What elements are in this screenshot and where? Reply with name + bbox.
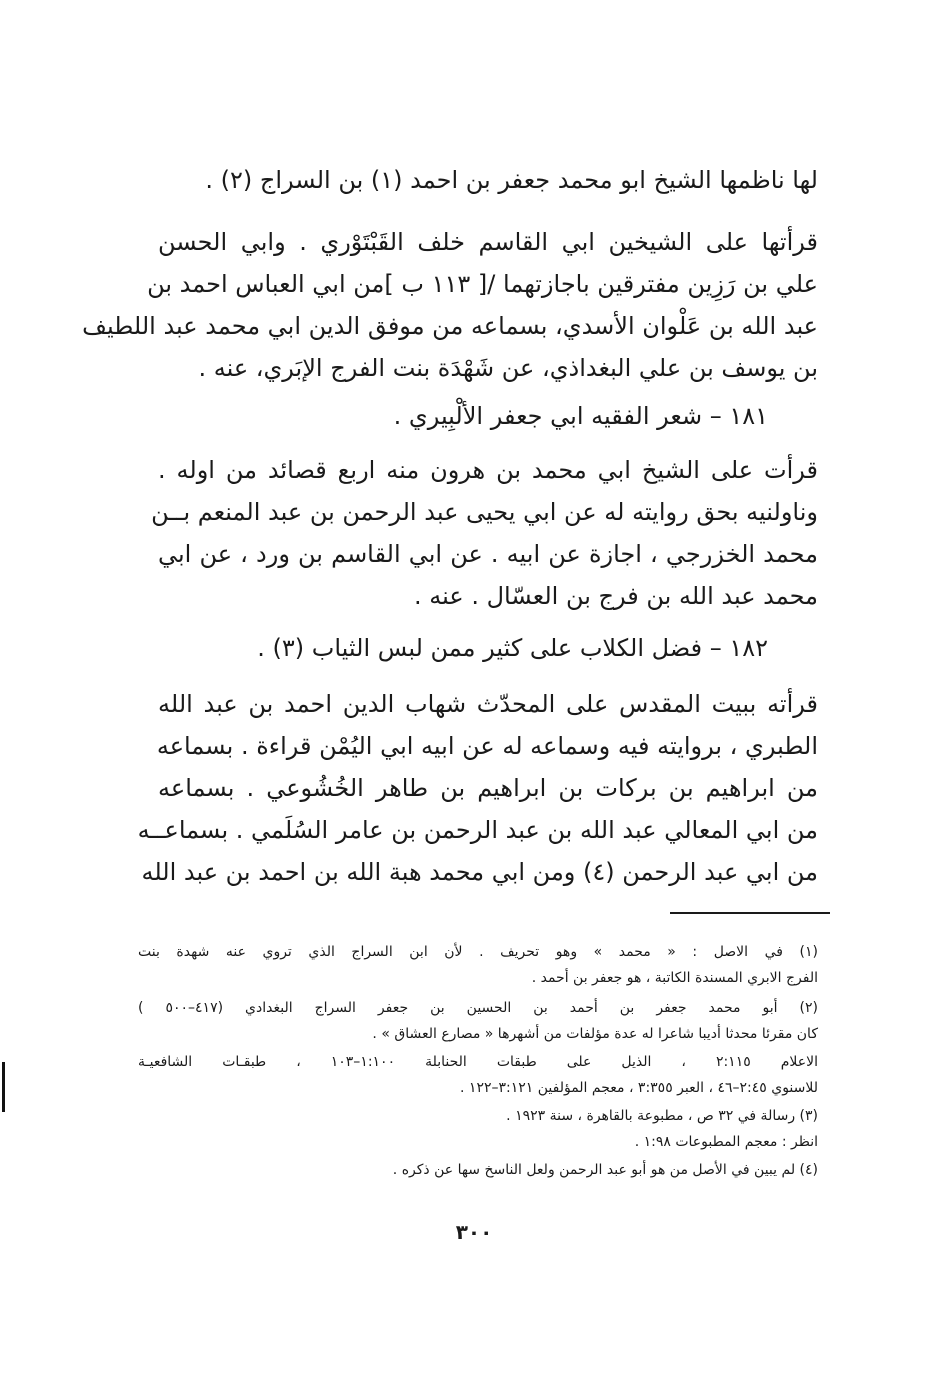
page-number: ٣٠٠ [455, 1220, 493, 1244]
text-line: علي بن رَزِين مفترقين باجازتهما /[ ١١٣ ب ]من ابي العباس احمد بن [147, 270, 818, 298]
text-line: من ابراهيم بن بركات بن ابراهيم بن طاهر الخُشُوعي . بسماعه [158, 774, 818, 802]
margin-scan-mark [2, 1062, 5, 1112]
text-line: محمد الخزرجي ، اجازة عن ابيه . عن ابي القاسم بن ورد ، عن ابي [158, 540, 818, 568]
text-line: من ابي عبد الرحمن (٤) ومن ابي محمد هبة الله بن احمد بن عبد الله [141, 858, 818, 886]
text-line: الطبري ، بروايته فيه وسماعه له عن ابيه ابي اليُمْن قراءة . بسماعه [156, 732, 818, 760]
text-line: قرأتها على الشيخين ابي القاسم خلف القَبْتَوْري . وابي الحسن [158, 228, 818, 256]
text-line: بن يوسف بن علي البغداذي، عن شَهْدَة بنت الفرج الإبَري، عنه . [198, 354, 818, 382]
footnote-line: (٢) أبو محمد جعفر بن أحمد بن الحسين بن جعفر السراج البغدادي (٤١٧–٥٠٠ ) [138, 1000, 818, 1016]
text-line: قرأت على الشيخ ابي محمد بن هرون منه اربع قصائد من اوله . [158, 456, 818, 484]
footnote-line: الفرج الابري المسندة الكاتبة ، هو جعفر بن أحمد . [531, 970, 818, 986]
footnote-line: انظر : معجم المطبوعات ١:٩٨ . [634, 1134, 818, 1150]
section-heading-181: ١٨١ – شعر الفقيه ابي جعفر الألْبِيري . [393, 402, 768, 430]
footnote-separator [670, 912, 830, 914]
section-heading-182: ١٨٢ – فضل الكلاب على كثير ممن لبس الثياب (٣) . [257, 634, 768, 662]
text-line: عبد الله بن عَلْوان الأسدي، بسماعه من موفق الدين ابي محمد عبد اللطيف [82, 312, 818, 340]
footnote-line: (٤) لم يبين في الأصل من هو أبو عبد الرحمن ولعل الناسخ سها عن ذكره . [392, 1162, 818, 1178]
footnote-line: كان مقرئا محدثا أديبا شاعرا له عدة مؤلفات من أشهرها « مصارع العشاق » . [372, 1026, 818, 1042]
text-line: قرأته ببيت المقدس على المحدّث شهاب الدين احمد بن عبد الله [158, 690, 818, 718]
text-line: محمد عبد الله بن فرج بن العسّال . عنه . [414, 582, 818, 610]
text-line: من ابي المعالي عبد الله بن عبد الرحمن بن عامر السُلَمي . بسماعــه [137, 816, 818, 844]
footnote-line: (١) في الاصل : « محمد » وهو تحريف . لأن ابن السراج الذي تروي عنه شهدة بنت [138, 944, 818, 960]
footnote-line: الاعلام ٢:١١٥ ، الذيل على طبقات الحنابلة ١:١٠٠–١٠٣ ، طبقـات الشافعيـة [138, 1054, 818, 1070]
text-line: وناولنيه بحق روايته له عن ابي يحيى عبد الرحمن بن عبد المنعم بــن [151, 498, 818, 526]
text-line: لها ناظمها الشيخ ابو محمد جعفر بن احمد (١) بن السراج (٢) . [205, 166, 818, 194]
footnote-line: للاسنوي ٢:٤٥–٤٦ ، العبر ٣:٣٥٥ ، معجم المؤلفين ٣:١٢١–١٢٢ . [460, 1080, 818, 1096]
footnote-line: (٣) رسالة في ٣٢ ص ، مطبوعة بالقاهرة ، سنة ١٩٢٣ . [506, 1108, 818, 1124]
